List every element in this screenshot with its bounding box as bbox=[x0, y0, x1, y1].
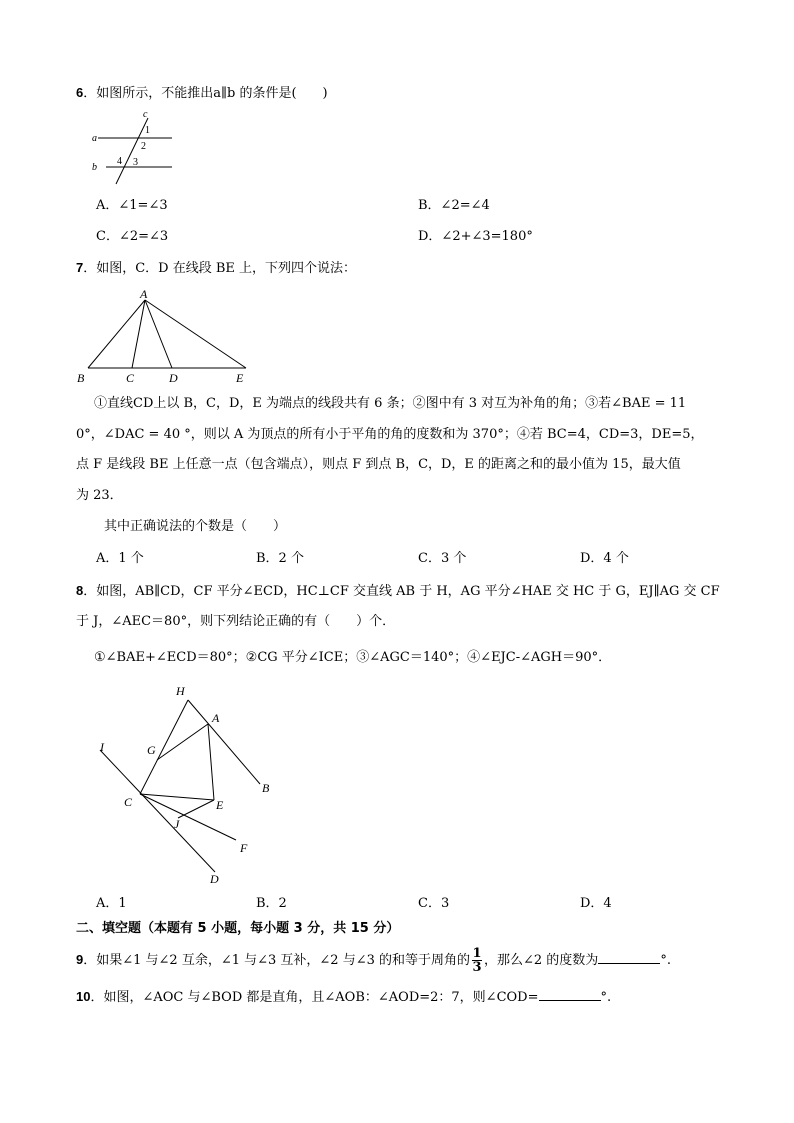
segment-ej bbox=[178, 800, 214, 818]
point-d: D bbox=[210, 872, 219, 886]
point-e: E bbox=[216, 798, 224, 812]
one-third-fraction: $\frac{1}{3}$ bbox=[472, 946, 482, 975]
angle-4: 4 bbox=[117, 156, 122, 167]
q6-option-c: C．∠2=∠3 bbox=[96, 229, 169, 244]
line-hb bbox=[188, 700, 260, 784]
section-fill-in-title: 二、填空题（本题有 5 小题，每小题 3 分，共 15 分） bbox=[76, 921, 400, 936]
point-g: G bbox=[147, 743, 156, 757]
label-c: c bbox=[143, 109, 148, 120]
q8-option-a: A．1 bbox=[96, 896, 127, 911]
q9-text: 9．如果∠1 与∠2 互余，∠1 与∠3 互补，∠2 与∠3 的和等于周角的 $\frac{1}{3}$ ，那么∠2 的度数为 °. bbox=[76, 946, 671, 975]
q6-option-a: A．∠1=∠3 bbox=[96, 198, 168, 213]
angle-3: 3 bbox=[133, 157, 138, 168]
segment-ga bbox=[157, 724, 208, 760]
q7-body-line4: 为 23． bbox=[76, 488, 123, 503]
point-c: C bbox=[124, 795, 133, 809]
angle-1: 1 bbox=[145, 125, 150, 136]
q7-stem: 7．如图，C．D 在线段 BE 上，下列四个说法： bbox=[76, 260, 357, 276]
q8-figure bbox=[92, 680, 292, 890]
q8-option-b: B．2 bbox=[256, 896, 287, 911]
q7-body-line1: ①直线CD上以 B，C，D，E 为端点的线段共有 6 条；②图中有 3 对互为补角的角；③若∠BAE = 11 bbox=[94, 396, 687, 411]
q7-option-b: B．2 个 bbox=[256, 551, 304, 566]
q6-option-b: B．∠2=∠4 bbox=[418, 198, 490, 213]
point-h: H bbox=[176, 684, 185, 698]
q7-option-c: C．3 个 bbox=[418, 551, 467, 566]
q8-option-c: C．3 bbox=[418, 896, 450, 911]
label-b: b bbox=[92, 162, 97, 173]
q7-option-d: D．4 个 bbox=[580, 551, 629, 566]
point-f: F bbox=[240, 841, 248, 855]
q6-figure bbox=[88, 106, 180, 188]
line-id bbox=[100, 750, 215, 872]
point-j: J bbox=[174, 817, 180, 831]
q8-option-d: D．4 bbox=[580, 896, 612, 911]
q8-conclusions: ①∠BAE+∠ECD＝80°；②CG 平分∠ICE；③∠AGC＝140°；④∠EJC-∠AGH＝90°． bbox=[94, 650, 612, 665]
segment-ad bbox=[145, 300, 172, 368]
point-b: B bbox=[77, 371, 85, 385]
point-c: C bbox=[126, 371, 135, 385]
q6-stem: 6．如图所示，不能推出a∥b 的条件是( ) bbox=[76, 85, 328, 101]
point-d: D bbox=[169, 371, 178, 385]
point-b: B bbox=[262, 781, 270, 795]
q8-stem-line1: 8．如图，AB∥CD，CF 平分∠ECD，HC⊥CF 交直线 AB 于 H，AG 平分∠HAE 交 HC 于 G，EJ∥AG 交 CF bbox=[76, 583, 720, 599]
point-a: A bbox=[140, 287, 148, 301]
q10-answer-blank[interactable] bbox=[539, 988, 601, 1001]
point-i: I bbox=[100, 740, 104, 754]
segment-ae bbox=[208, 724, 214, 800]
label-a: a bbox=[92, 133, 97, 144]
angle-2: 2 bbox=[141, 141, 146, 152]
point-e: E bbox=[236, 371, 244, 385]
q7-option-a: A．1 个 bbox=[96, 551, 144, 566]
q7-body-line3: 点 F 是线段 BE 上任意一点（包含端点），则点 F 到点 B，C，D，E 的距离之和的最小值为 15，最大值 bbox=[76, 457, 681, 472]
segment-ac bbox=[132, 300, 145, 368]
q8-stem-line2: 于 J，∠AEC＝80°，则下列结论正确的有（ ）个． bbox=[76, 614, 396, 629]
segment-ae bbox=[145, 300, 246, 368]
point-a: A bbox=[212, 711, 220, 725]
q7-body-line2: 0°，∠DAC = 40 °，则以 A 为顶点的所有小于平角的角的度数和为 370°；④若 BC=4，CD=3，DE=5， bbox=[76, 427, 704, 442]
q10-text: 10．如图，∠AOC 与∠BOD 都是直角，且∠AOB：∠AOD=2：7，则∠COD= °. bbox=[76, 989, 612, 1005]
q6-option-d: D．∠2+∠3=180° bbox=[418, 229, 533, 244]
q7-figure bbox=[74, 284, 259, 388]
segment-ab bbox=[88, 300, 145, 368]
q9-answer-blank[interactable] bbox=[598, 951, 660, 964]
q7-question: 其中正确说法的个数是（ ） bbox=[104, 519, 287, 534]
